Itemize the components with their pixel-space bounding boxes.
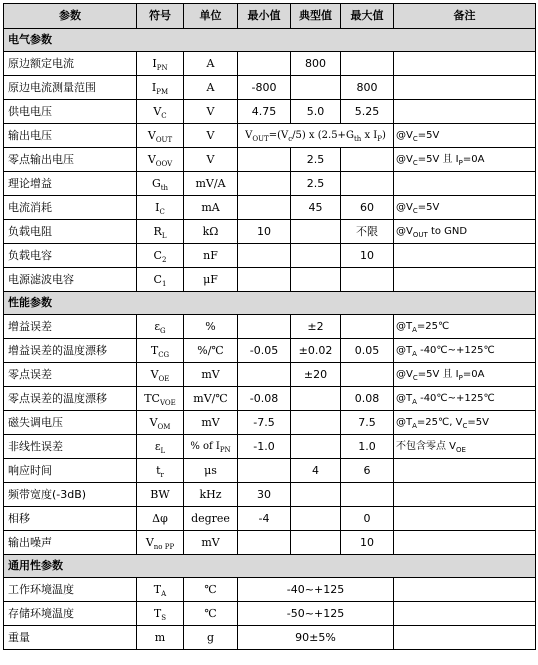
note-cell: $@T_A$ -40℃~+125℃ [394,339,536,363]
section-performance: 性能参数 [4,292,536,315]
table-row [4,602,536,626]
min-cell [238,459,291,483]
unit-cell: μF [184,268,238,292]
symbol-cell: $\varepsilon_L$ [137,435,184,459]
symbol-cell: Δφ [137,507,184,531]
note-cell [394,244,536,268]
table-row [4,172,536,196]
typ-cell [291,268,341,292]
max-cell: 0 [341,507,394,531]
note-cell [394,268,536,292]
param-name: 输出电压 [4,124,137,148]
param-name: 零点误差 [4,363,137,387]
note-cell: $@V_C=5V$ [394,196,536,220]
section-row [4,29,536,52]
max-cell: 0.08 [341,387,394,411]
param-name: 输出噪声 [4,531,137,555]
min-cell [238,315,291,339]
note-cell [394,76,536,100]
table-row [4,483,536,507]
unit-cell: kHz [184,483,238,507]
symbol-cell: m [137,626,184,650]
symbol-cell: $R_L$ [137,220,184,244]
unit-cell: A [184,76,238,100]
symbol-cell: $G_{th}$ [137,172,184,196]
note-cell [394,507,536,531]
param-name: 电流消耗 [4,196,137,220]
header-symbol: 符号 [137,4,184,29]
table-row [4,52,536,76]
table-row [4,435,536,459]
range-cell: -50~+125 [238,602,394,626]
typ-cell [291,411,341,435]
unit-cell: degree [184,507,238,531]
typ-cell: ±0.02 [291,339,341,363]
header-row [4,4,536,29]
min-cell [238,531,291,555]
unit-cell: mV [184,411,238,435]
symbol-cell: $T_A$ [137,578,184,602]
note-cell: $@V_C=5V$ [394,124,536,148]
unit-cell: % [184,315,238,339]
symbol-cell: $T_{CG}$ [137,339,184,363]
symbol-cell: $I_{PN}$ [137,52,184,76]
unit-cell: ℃ [184,578,238,602]
param-name: 理论增益 [4,172,137,196]
symbol-cell: $T_S$ [137,602,184,626]
typ-cell: 800 [291,52,341,76]
param-name: 负载电容 [4,244,137,268]
param-name: 响应时间 [4,459,137,483]
symbol-cell: $TC_{VOE}$ [137,387,184,411]
max-cell: 10 [341,531,394,555]
param-name: 增益误差 [4,315,137,339]
max-cell [341,363,394,387]
unit-cell: mV [184,531,238,555]
param-name: 工作环境温度 [4,578,137,602]
param-name: 电源滤波电容 [4,268,137,292]
min-cell: 4.75 [238,100,291,124]
header-param: 参数 [4,4,137,29]
typ-cell: 5.0 [291,100,341,124]
typ-cell: 4 [291,459,341,483]
max-cell: 1.0 [341,435,394,459]
typ-cell [291,244,341,268]
param-name: 非线性误差 [4,435,137,459]
min-cell [238,52,291,76]
symbol-cell: $V_{OUT}$ [137,124,184,148]
param-name: 负载电阻 [4,220,137,244]
table-row [4,76,536,100]
max-cell: 800 [341,76,394,100]
max-cell [341,172,394,196]
unit-cell: nF [184,244,238,268]
unit-cell: V [184,148,238,172]
min-cell: 30 [238,483,291,507]
min-cell: -800 [238,76,291,100]
table-row [4,124,536,148]
unit-cell: g [184,626,238,650]
max-cell: 6 [341,459,394,483]
param-name: 增益误差的温度漂移 [4,339,137,363]
range-cell: 90±5% [238,626,394,650]
typ-cell [291,435,341,459]
note-cell [394,52,536,76]
spec-table [3,3,536,650]
header-unit: 单位 [184,4,238,29]
section-row [4,555,536,578]
table-row [4,100,536,124]
unit-cell: mV [184,363,238,387]
table-row [4,315,536,339]
max-cell [341,315,394,339]
max-cell [341,483,394,507]
max-cell: 7.5 [341,411,394,435]
symbol-cell: $C_2$ [137,244,184,268]
min-cell: -4 [238,507,291,531]
note-cell [394,531,536,555]
param-name: 供电电压 [4,100,137,124]
symbol-cell: $t_r$ [137,459,184,483]
param-name: 磁失调电压 [4,411,137,435]
unit-cell: ℃ [184,602,238,626]
unit-cell: A [184,52,238,76]
unit-cell: %/℃ [184,339,238,363]
min-cell [238,244,291,268]
table-row [4,626,536,650]
table-row [4,268,536,292]
min-cell: -1.0 [238,435,291,459]
symbol-cell: $I_C$ [137,196,184,220]
note-cell: 不包含零点 $V_{OE}$ [394,435,536,459]
note-cell [394,626,536,650]
param-name: 零点输出电压 [4,148,137,172]
unit-cell: mV/A [184,172,238,196]
max-cell [341,52,394,76]
formula-cell: $V_{OUT}=(V_c/5)$ x ($2.5+G_{th}$ x $I_P$) [238,124,394,148]
table-row [4,148,536,172]
note-cell [394,100,536,124]
param-name: 存储环境温度 [4,602,137,626]
section-row [4,292,536,315]
symbol-cell: $V_{OOV}$ [137,148,184,172]
min-cell: -7.5 [238,411,291,435]
note-cell: $@V_C=5V$ 且 $I_P=0A$ [394,148,536,172]
typ-cell [291,76,341,100]
min-cell [238,363,291,387]
typ-cell: 2.5 [291,172,341,196]
typ-cell: 2.5 [291,148,341,172]
max-cell: 5.25 [341,100,394,124]
note-cell [394,578,536,602]
table-row [4,411,536,435]
unit-cell: kΩ [184,220,238,244]
symbol-cell: BW [137,483,184,507]
range-cell: -40~+125 [238,578,394,602]
max-cell [341,148,394,172]
header-notes: 备注 [394,4,536,29]
symbol-cell: $V_C$ [137,100,184,124]
symbol-cell: $C_1$ [137,268,184,292]
param-name: 零点误差的温度漂移 [4,387,137,411]
note-cell [394,602,536,626]
section-electrical: 电气参数 [4,29,536,52]
note-cell: $@V_C=5V$ 且 $I_P=0A$ [394,363,536,387]
min-cell [238,148,291,172]
max-cell: 不限 [341,220,394,244]
table-row [4,507,536,531]
typ-cell [291,531,341,555]
typ-cell: ±20 [291,363,341,387]
param-name: 原边电流测量范围 [4,76,137,100]
header-min: 最小值 [238,4,291,29]
table-row [4,244,536,268]
table-row [4,363,536,387]
typ-cell [291,483,341,507]
min-cell: -0.05 [238,339,291,363]
unit-cell: mV/℃ [184,387,238,411]
typ-cell [291,220,341,244]
symbol-cell: $\varepsilon_G$ [137,315,184,339]
note-cell [394,172,536,196]
min-cell [238,268,291,292]
section-general: 通用性参数 [4,555,536,578]
table-row [4,339,536,363]
max-cell: 0.05 [341,339,394,363]
param-name: 频带宽度(-3dB) [4,483,137,507]
unit-cell: mA [184,196,238,220]
note-cell [394,459,536,483]
header-typ: 典型值 [291,4,341,29]
min-cell: -0.08 [238,387,291,411]
note-cell: $@V_{OUT}$ to GND [394,220,536,244]
param-name: 相移 [4,507,137,531]
param-name: 原边额定电流 [4,52,137,76]
typ-cell [291,387,341,411]
header-max: 最大值 [341,4,394,29]
table-row [4,531,536,555]
note-cell: $@T_A=25℃$ [394,315,536,339]
max-cell: 60 [341,196,394,220]
max-cell: 10 [341,244,394,268]
unit-cell: % of $I_{PN}$ [184,435,238,459]
table-row [4,220,536,244]
min-cell [238,172,291,196]
unit-cell: V [184,100,238,124]
note-cell [394,483,536,507]
note-cell: $@T_A$ -40℃~+125℃ [394,387,536,411]
param-name: 重量 [4,626,137,650]
symbol-cell: $V_{OM}$ [137,411,184,435]
typ-cell: 45 [291,196,341,220]
typ-cell: ±2 [291,315,341,339]
symbol-cell: $V_{no PP}$ [137,531,184,555]
table-row [4,578,536,602]
table-row [4,196,536,220]
table-row [4,387,536,411]
min-cell [238,196,291,220]
min-cell: 10 [238,220,291,244]
symbol-cell: $I_{PM}$ [137,76,184,100]
symbol-cell: $V_{OE}$ [137,363,184,387]
max-cell [341,268,394,292]
unit-cell: μs [184,459,238,483]
typ-cell [291,507,341,531]
unit-cell: V [184,124,238,148]
table-row [4,459,536,483]
note-cell: $@T_A=25℃$, $V_C=5V$ [394,411,536,435]
